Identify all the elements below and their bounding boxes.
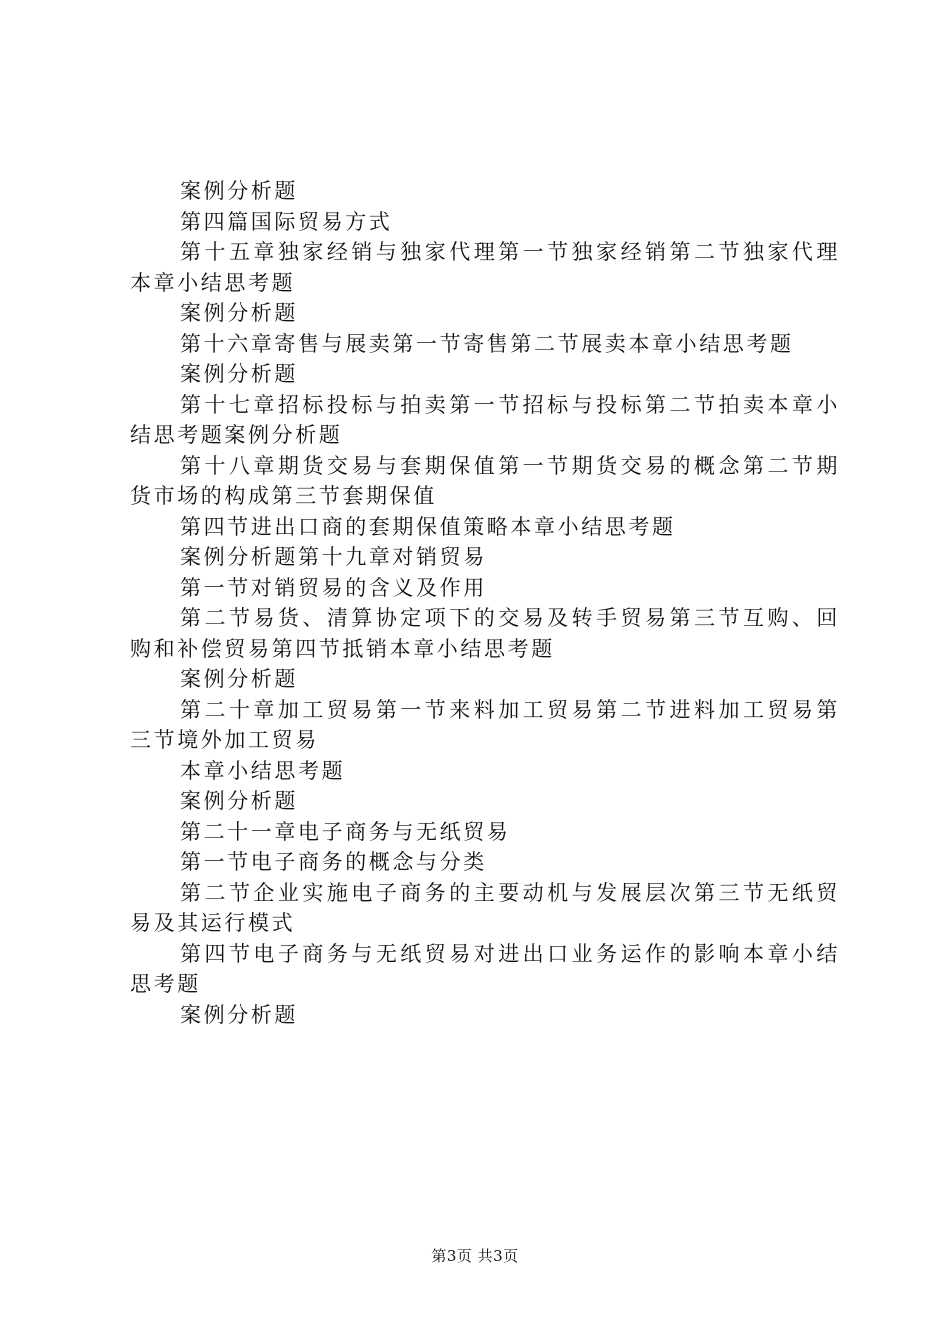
- paragraph: 第十七章招标投标与拍卖第一节招标与投标第二节拍卖本章小结思考题案例分析题: [130, 392, 840, 447]
- paragraph: 案例分析题: [180, 179, 298, 203]
- paragraph: 第十六章寄售与展卖第一节寄售第二节展卖本章小结思考题: [180, 331, 794, 356]
- paragraph: 第一节电子商务的概念与分类: [180, 850, 487, 874]
- paragraph: 第四节进出口商的套期保值策略本章小结思考题: [180, 514, 676, 539]
- paragraph: 第二节企业实施电子商务的主要动机与发展层次第三节无纸贸易及其运行模式: [130, 880, 840, 935]
- paragraph: 第二十章加工贸易第一节来料加工贸易第二节进料加工贸易第三节境外加工贸易: [130, 697, 840, 752]
- paragraph: 案例分析题第十九章对销贸易: [180, 545, 487, 569]
- paragraph: 案例分析题: [180, 1002, 298, 1027]
- paragraph: 第十八章期货交易与套期保值第一节期货交易的概念第二节期货市场的构成第三节套期保值: [130, 453, 840, 508]
- paragraph: 案例分析题: [180, 301, 298, 325]
- paragraph: 第四篇国际贸易方式: [180, 209, 393, 234]
- document-body: [130, 176, 840, 1030]
- paragraph: 第二十一章电子商务与无纸贸易: [180, 819, 511, 844]
- paragraph: 第十五章独家经销与独家代理第一节独家经销第二节独家代理本章小结思考题: [130, 240, 840, 295]
- paragraph: 案例分析题: [180, 789, 298, 813]
- page-number-footer: 第3页 共3页: [431, 1247, 519, 1265]
- paragraph: 本章小结思考题: [180, 758, 346, 783]
- paragraph: 第四节电子商务与无纸贸易对进出口业务运作的影响本章小结思考题: [130, 941, 840, 996]
- paragraph: 案例分析题: [180, 362, 298, 386]
- paragraph: 案例分析题: [180, 667, 298, 691]
- paragraph: 第一节对销贸易的含义及作用: [180, 575, 487, 600]
- paragraph: 第二节易货、清算协定项下的交易及转手贸易第三节互购、回购和补偿贸易第四节抵销本章小结思考题: [130, 606, 840, 661]
